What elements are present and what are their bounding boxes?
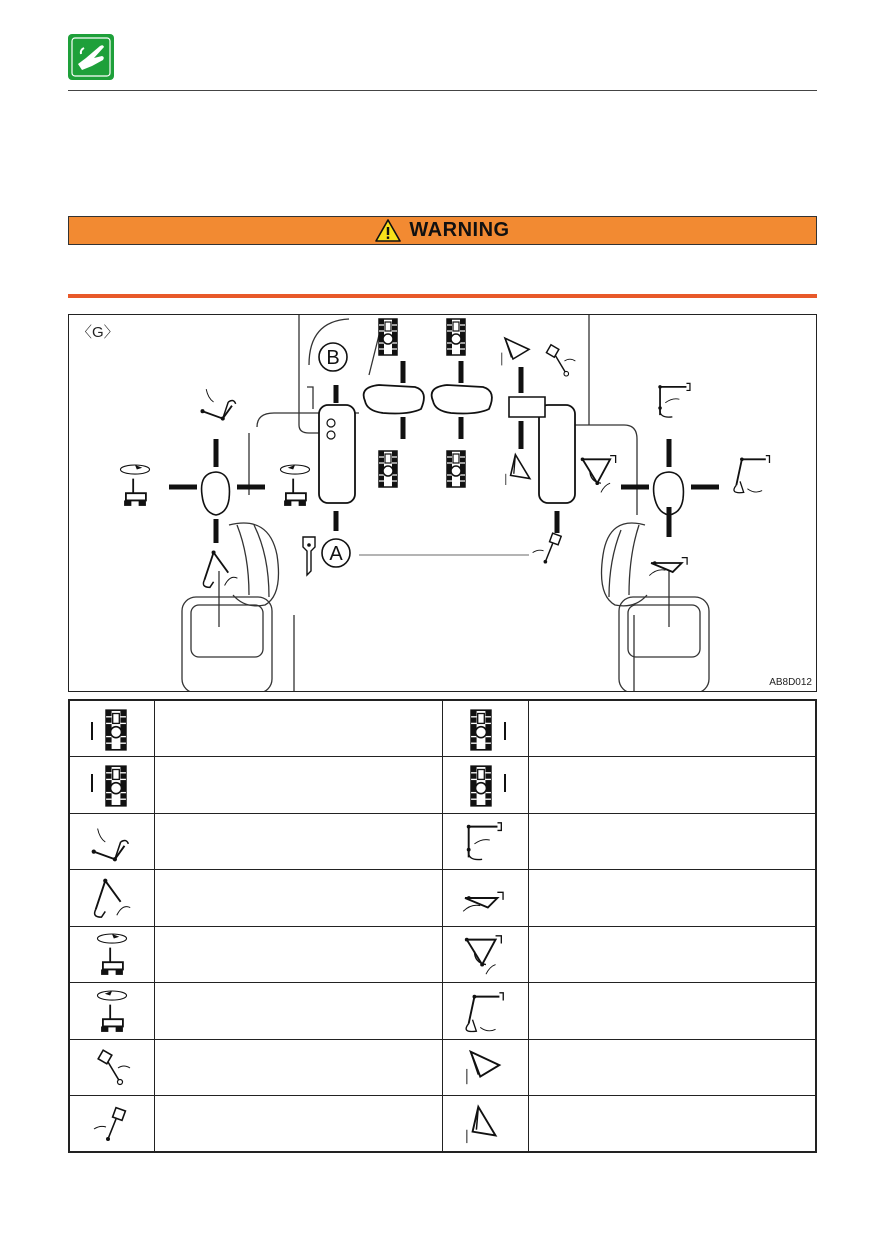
callout-b bbox=[319, 343, 347, 371]
left-joystick bbox=[202, 472, 230, 515]
header-rule bbox=[68, 90, 817, 91]
travel-right-backward-icon bbox=[447, 451, 465, 487]
swing-left-icon bbox=[82, 928, 142, 980]
legend-text-cell bbox=[528, 926, 816, 983]
swing-left-icon bbox=[120, 465, 149, 506]
legend-row bbox=[69, 700, 816, 757]
bucket-curl-icon bbox=[455, 986, 515, 1036]
warning-banner bbox=[68, 216, 817, 245]
control-pattern-figure bbox=[68, 314, 817, 692]
control-diagram bbox=[69, 315, 817, 692]
blade-raise-icon bbox=[506, 455, 530, 485]
boom-lower-icon bbox=[649, 558, 687, 576]
pedal-lock-icon bbox=[303, 537, 315, 575]
callout-b-label: B bbox=[326, 347, 340, 369]
arm-out-icon bbox=[82, 816, 142, 866]
bucket-dump-icon bbox=[581, 456, 616, 493]
travel-left-forward-icon bbox=[379, 319, 397, 355]
legend-text-cell bbox=[155, 757, 443, 814]
boom-swing-right-icon bbox=[82, 1099, 142, 1149]
legend-row bbox=[69, 983, 816, 1040]
legend-row bbox=[69, 1039, 816, 1096]
left-pedal bbox=[364, 385, 424, 414]
travel-left-backward-icon bbox=[379, 451, 397, 487]
legend-text-cell bbox=[155, 1096, 443, 1153]
legend-text-cell bbox=[155, 926, 443, 983]
boom-swing-right-icon bbox=[533, 533, 562, 563]
legend-text-cell bbox=[155, 870, 443, 927]
blade-lower-icon bbox=[502, 338, 529, 365]
boom-swing-left-icon bbox=[82, 1042, 142, 1092]
figure-code: AB8D012 bbox=[769, 677, 812, 688]
legend-text-cell bbox=[528, 983, 816, 1040]
hand-pointing-icon bbox=[68, 34, 114, 80]
bucket-dump-icon bbox=[455, 929, 515, 979]
legend-text-cell bbox=[155, 983, 443, 1040]
swing-right-icon bbox=[82, 985, 142, 1037]
legend-text-cell bbox=[528, 1039, 816, 1096]
callout-a bbox=[322, 539, 350, 567]
section-divider bbox=[68, 294, 817, 298]
legend-text-cell bbox=[528, 700, 816, 757]
travel-right-backward-icon bbox=[455, 760, 515, 810]
legend-text-cell bbox=[155, 700, 443, 757]
legend-text-cell bbox=[528, 813, 816, 870]
callout-a-label: A bbox=[329, 543, 343, 565]
travel-right-forward-icon bbox=[455, 704, 515, 754]
arm-out-icon bbox=[200, 389, 235, 420]
legend-table bbox=[68, 699, 817, 1153]
legend-text-cell bbox=[155, 813, 443, 870]
arm-in-icon bbox=[203, 550, 237, 587]
legend-text-cell bbox=[528, 757, 816, 814]
boom-raise-icon bbox=[455, 816, 515, 866]
figure-label: 〈G〉 bbox=[77, 324, 119, 341]
bucket-curl-icon bbox=[734, 456, 770, 493]
legend-row bbox=[69, 1096, 816, 1153]
warning-triangle-icon bbox=[375, 219, 401, 242]
right-pedal bbox=[432, 385, 492, 414]
legend-row bbox=[69, 813, 816, 870]
swing-right-icon bbox=[280, 465, 309, 506]
arm-in-icon bbox=[82, 873, 142, 923]
blade-raise-icon bbox=[455, 1099, 515, 1149]
cab-outline bbox=[182, 315, 709, 692]
boom-raise-icon bbox=[658, 383, 690, 417]
legend-row bbox=[69, 926, 816, 983]
boom-swing-left-icon bbox=[546, 345, 575, 376]
blade-lower-icon bbox=[455, 1042, 515, 1092]
legend-text-cell bbox=[528, 870, 816, 927]
legend-text-cell bbox=[528, 1096, 816, 1153]
warning-label: WARNING bbox=[409, 219, 510, 241]
legend-row bbox=[69, 870, 816, 927]
travel-right-forward-icon bbox=[447, 319, 465, 355]
right-travel-lever bbox=[539, 405, 575, 503]
legend-row bbox=[69, 757, 816, 814]
travel-left-forward-icon bbox=[82, 704, 142, 754]
legend-text-cell bbox=[155, 1039, 443, 1096]
boom-lower-icon bbox=[455, 873, 515, 923]
left-travel-lever bbox=[319, 405, 355, 503]
travel-left-backward-icon bbox=[82, 760, 142, 810]
